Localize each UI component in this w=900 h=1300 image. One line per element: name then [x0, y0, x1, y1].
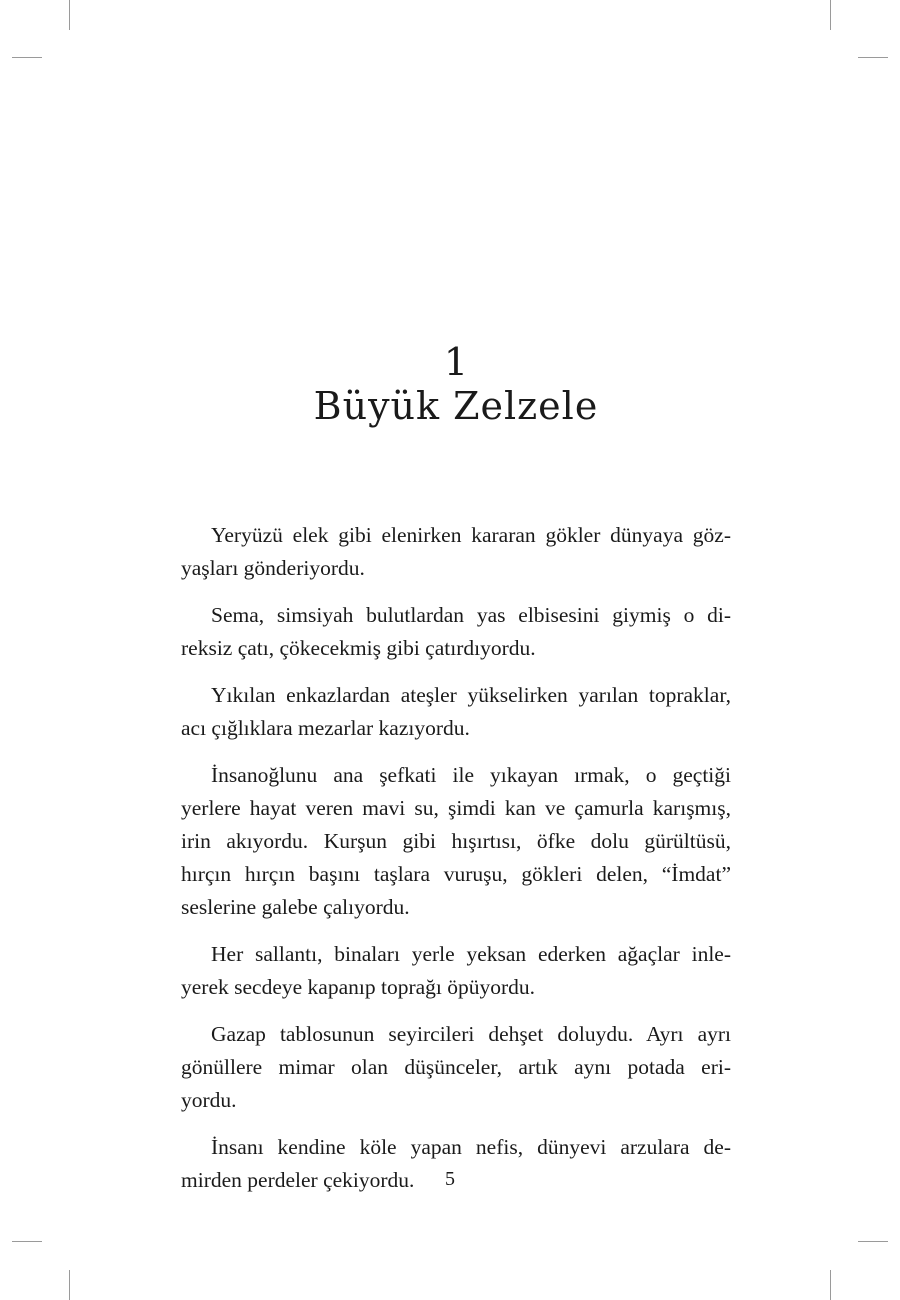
paragraph — [181, 938, 731, 1004]
text-line: İnsanı kendine köle yapan nefis, dünyevi arzulara de- — [211, 1135, 731, 1159]
text-line: seslerine galebe çalıyordu. — [181, 895, 410, 919]
crop-mark-bottom-right — [830, 1270, 831, 1300]
chapter-title: Büyük Zelzele — [313, 384, 599, 428]
chapter-number: 1 — [443, 340, 469, 384]
body-text — [181, 519, 731, 1211]
text-line: yaşları gönderiyordu. — [181, 556, 365, 580]
crop-mark-bottom-left — [69, 1270, 70, 1300]
crop-mark-bottom-right-h — [858, 1241, 888, 1242]
paragraph — [181, 599, 731, 665]
crop-mark-top-right — [830, 0, 831, 30]
page-number: 5 — [445, 1168, 455, 1190]
paragraph — [181, 679, 731, 745]
crop-mark-bottom-left-h — [12, 1241, 42, 1242]
paragraph — [181, 759, 731, 924]
text-line: Sema, simsiyah bulutlardan yas elbisesini giymiş o di- — [211, 603, 731, 627]
text-line: Her sallantı, binaları yerle yeksan ederken ağaçlar inle- — [211, 942, 731, 966]
text-line: İnsanoğlunu ana şefkati ile yıkayan ırmak, o geçtiği — [211, 763, 731, 787]
paragraph — [181, 519, 731, 585]
text-line: Yeryüzü elek gibi elenirken kararan gökler dünyaya göz- — [211, 523, 731, 547]
text-line: Yıkılan enkazlardan ateşler yükselirken yarılan topraklar, — [211, 683, 731, 707]
text-line: yerlere hayat veren mavi su, şimdi kan ve çamurla karışmış, — [181, 796, 731, 820]
text-line: hırçın hırçın başını taşlara vuruşu, gökleri delen, “İmdat” — [181, 862, 731, 886]
text-line: yerek secdeye kapanıp toprağı öpüyordu. — [181, 975, 536, 999]
text-line: yordu. — [181, 1088, 237, 1112]
crop-mark-top-right-h — [858, 57, 888, 58]
text-line: reksiz çatı, çökecekmiş gibi çatırdıyordu. — [181, 636, 536, 660]
text-line: gönüllere mimar olan düşünceler, artık aynı potada eri- — [181, 1055, 731, 1079]
paragraph — [181, 1018, 731, 1117]
text-line: acı çığlıklara mezarlar kazıyordu. — [181, 716, 470, 740]
text-line: mirden perdeler çekiyordu. — [181, 1168, 415, 1192]
crop-mark-top-left — [69, 0, 70, 30]
crop-mark-top-left-h — [12, 57, 42, 58]
text-line: Gazap tablosunun seyircileri dehşet doluydu. Ayrı ayrı — [211, 1022, 731, 1046]
text-line: irin akıyordu. Kurşun gibi hışırtısı, öfke dolu gürültüsü, — [181, 829, 731, 853]
